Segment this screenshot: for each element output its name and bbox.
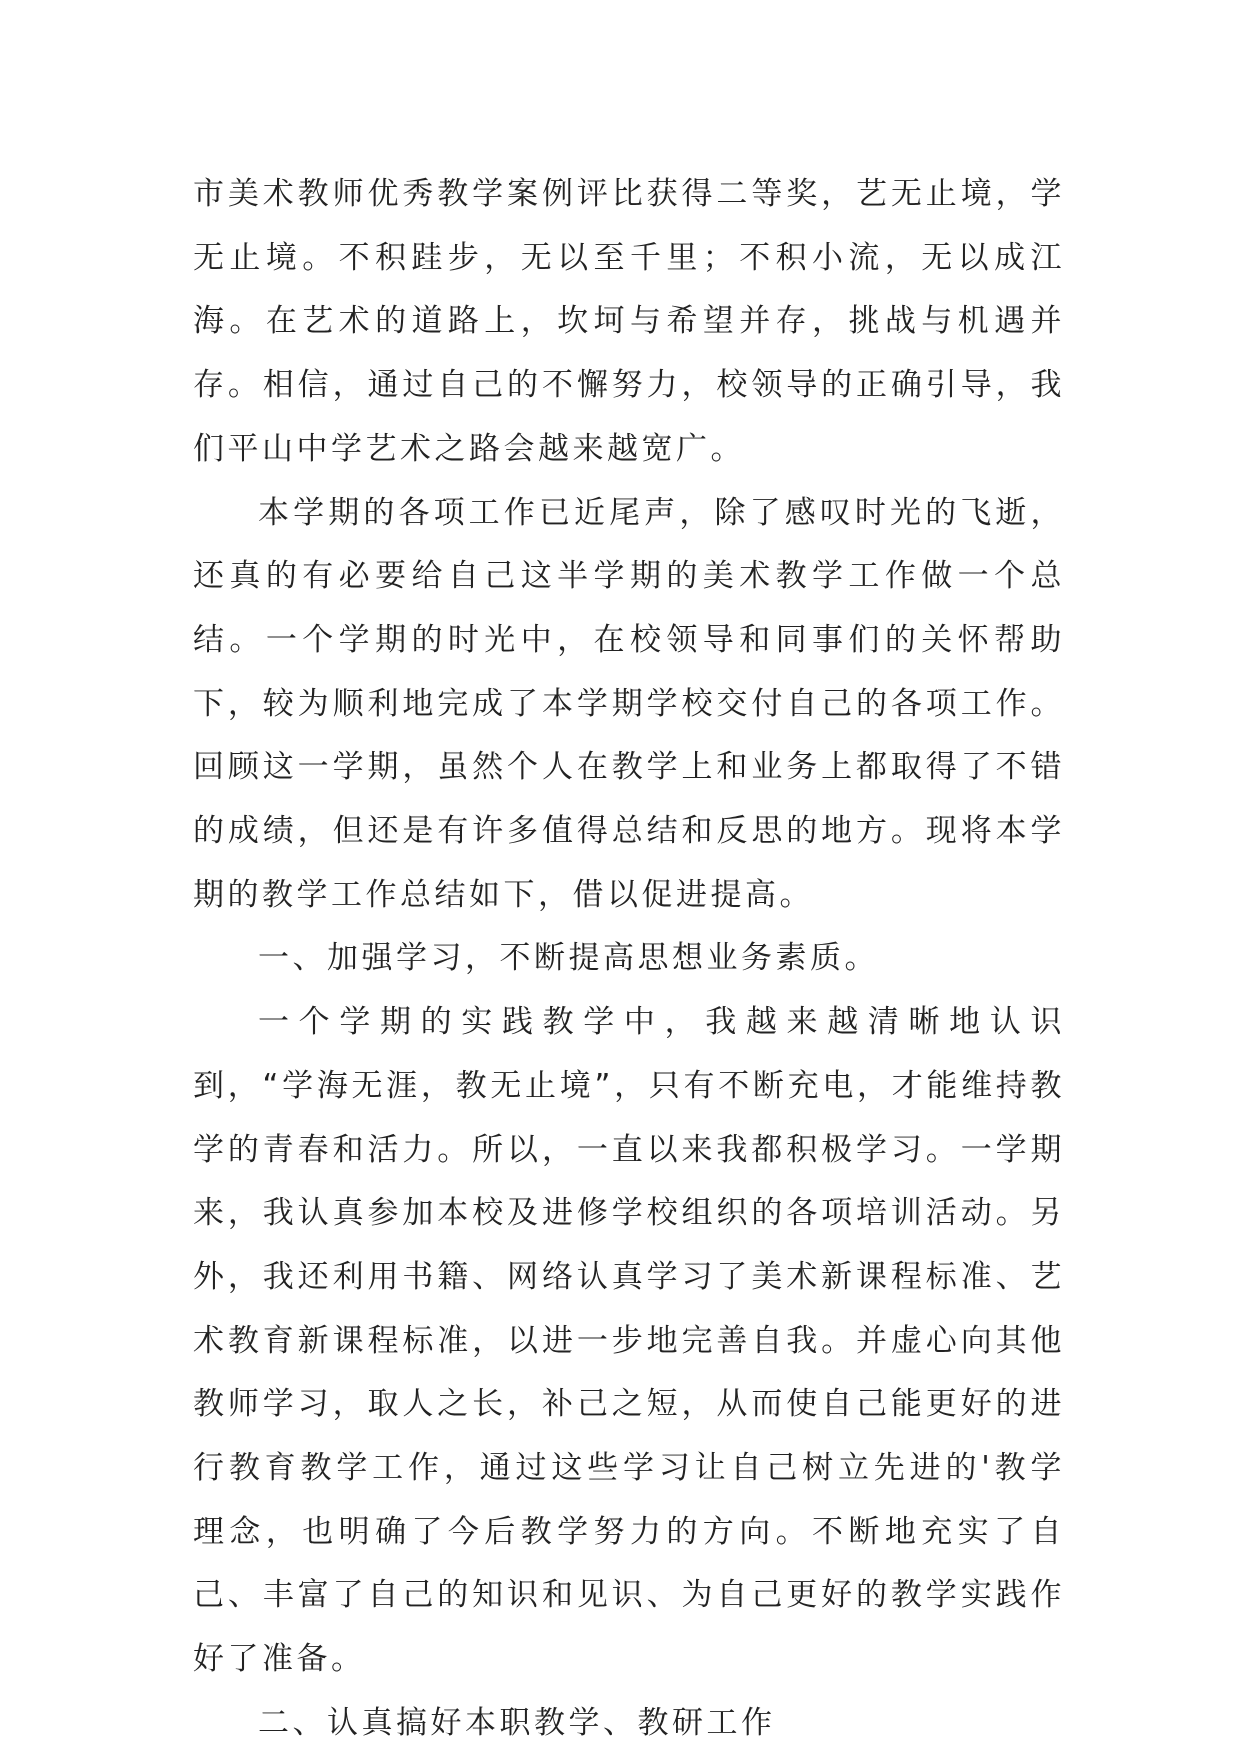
paragraph-semester-summary: 本学期的各项工作已近尾声，除了感叹时光的飞逝，还真的有必要给自己这半学期的美术教学工作做一个总结。一个学期的时光中，在校领导和同事们的关怀帮助下，较为顺利地完成了本学期学校交付自己的各项工作。回顾这一学期，虽然个人在教学上和业务上都取得了不错的成绩，但还是有许多值得总结和反思的地方。现将本学期的教学工作总结如下，借以促进提高。 <box>193 494 1065 913</box>
paragraph-continuation: 市美术教师优秀教学案例评比获得二等奖，艺无止境，学无止境。不积跬步，无以至千里；不积小流，无以成江海。在艺术的道路上，坎坷与希望并存，挑战与机遇并存。相信，通过自己的不懈努力，校领导的正确引导，我们平山中学艺术之路会越来越宽广。 <box>193 176 1065 467</box>
document-body <box>193 163 1065 1756</box>
section-heading-2: 二、认真搞好本职教学、教研工作 <box>258 1704 776 1741</box>
paragraph-learning: 一个学期的实践教学中，我越来越清晰地认识到，“学海无涯，教无止境”，只有不断充电，才能维持教学的青春和活力。所以，一直以来我都积极学习。一学期来，我认真参加本校及进修学校组织的各项培训活动。另外，我还利用书籍、网络认真学习了美术新课程标准、艺术教育新课程标准，以进一步地完善自我。并虚心向其他教师学习，取人之长，补己之短，从而使自己能更好的进行教育教学工作，通过这些学习让自己树立先进的'教学理念，也明确了今后教学努力的方向。不断地充实了自己、丰富了自己的知识和见识、为自己更好的教学实践作好了准备。 <box>193 1004 1065 1678</box>
section-heading-1: 一、加强学习，不断提高思想业务素质。 <box>258 940 879 977</box>
